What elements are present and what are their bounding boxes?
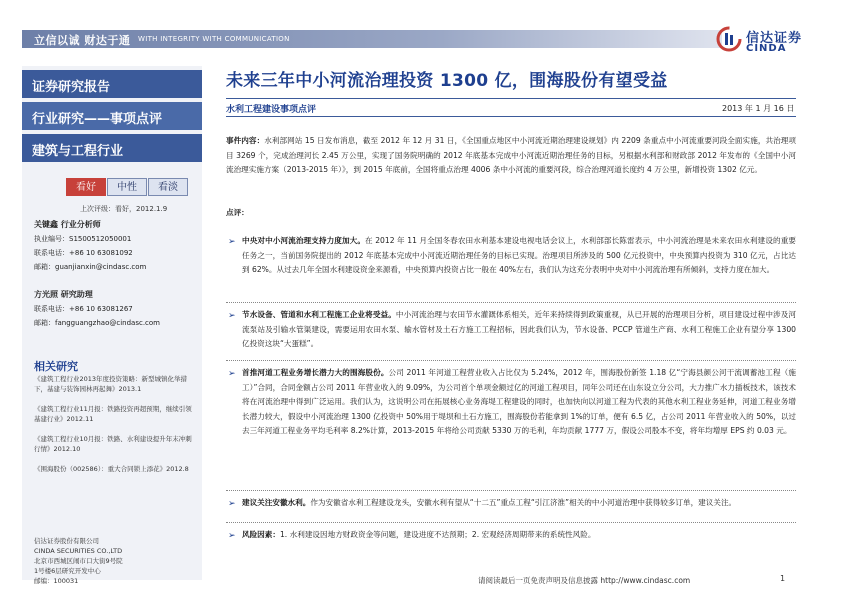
point-lead: 建议关注安徽水利。 (242, 498, 311, 507)
report-type: 证券研究报告 (22, 70, 202, 98)
point-text: 在 2012 年 11 月全国冬春农田水利基本建设电视电话会议上，水利部部长陈雷表示，中小河流治理是未来农田水利建设的重要任务之一，当前国务院提出的 2012 年底基本完成中小河流近期治理任务的目标已实现。治理项目所涉及的 500 亿元投资中，中央预算内投资为 310 亿元，占比达到 62%。从过去几年全国水利建设资金来源看，中央预算内投资占比一般在 40%左右，我们认为这充分表明中央对中小河流治理有所倾斜，支持力度在加大。 (242, 236, 797, 274)
analyst-2-name: 方光照 研究助理 (34, 290, 93, 299)
arrow-bullet-icon: ➢ (228, 369, 236, 379)
related-item[interactable]: 《围海股份（002586）：重大合同锁上添花》2012.8 (34, 465, 189, 473)
sidebar (22, 66, 202, 585)
point-5 (226, 528, 796, 543)
title-rule (226, 98, 796, 99)
related-item[interactable]: 《建筑工程行业2013年度投资策略：新型城镇化举措下，基建与装饰园林再起舞》2013.1 (34, 375, 188, 393)
event-label: 事件内容： (226, 136, 265, 145)
point-text: 公司 2011 年河道工程营业收入占比仅为 5.24%，2012 年，围海股份新签 1.18 亿“宁海县颜公河干流调蓄池工程（施工）”合同，合同金额占公司 2011 年营业收入的 9.09%，为公司首个单项金额过亿的河道工程项目，同年公司还在山东设立分公司，大力推广水力插板技术，该技术将在河流治理中得到广泛运用。我们认为，这说明公司在拓展核心业务海堤工程建设的同时，也加快向以河道工程为代表的其他水利工程业务延伸，河道工程业务增长潜力较大，假设中小河流治理 1300 亿投资中 50%用于堤坝和土石方施工，围海股份若能拿到 1%的订单，便有 6.5 亿，占公司 2011 年营业收入的 50%，以过去三年河道工程业务平均毛利率 8.2%计算，2013-2015 年将给公司贡献 5330 万的毛利，年均贡献 1777 万，假设公司股本不变，将年均增厚 EPS 约 0.03 元。 (242, 368, 796, 435)
subtitle-rule (226, 116, 796, 117)
industry-name: 建筑与工程行业 (22, 134, 202, 162)
point-lead: 中央对中小河流治理支持力度加大。 (242, 236, 366, 245)
analyst-2 (34, 288, 160, 330)
point-lead: 风险因素： (242, 530, 280, 539)
rating-positive: 看好 (66, 178, 106, 196)
report-subtitle: 水利工程建设事项点评 (226, 105, 317, 115)
page-number: 1 (780, 574, 786, 583)
event-paragraph (226, 134, 796, 178)
point-3 (226, 366, 796, 439)
arrow-bullet-icon: ➢ (228, 499, 236, 509)
analyst-1-phone: 联系电话：+86 10 63081092 (34, 249, 133, 257)
divider (226, 490, 796, 491)
previous-rating: 上次评级：看好，2012.1.9 (80, 205, 168, 213)
rating-scale (66, 178, 188, 196)
analyst-1 (34, 218, 146, 274)
cinda-logo (716, 26, 826, 56)
related-research-title: 相关研究 (34, 360, 78, 373)
slogan-en: WITH INTEGRITY WITH COMMUNICATION (138, 35, 290, 43)
company-address: 信达证券股份有限公司 CINDA SECURITIES CO.,LTD 北京市西城区闹市口大街9号院 1号楼6层研究开发中心 邮编：100031 (34, 537, 123, 585)
analyst-2-phone: 联系电话：+86 10 63081267 (34, 305, 133, 313)
point-lead: 节水设备、管道和水利工程施工企业将受益。 (242, 310, 396, 319)
point-text: 中小河流治理与农田节水灌溉体系相关，近年来持续得到政策重视，从已开展的治理项目分析，项目建设过程中涉及河流泵站及引输水管渠建设，需要运用农田水泵、输水管材及土石方施工工程招标，因此我们认为，节水设备、PCCP 管道生产商、水利工程施工企业有望分享 1300 亿投资这块“大蛋糕”。 (242, 310, 796, 348)
slogan: 立信以诚 财达于通 (34, 34, 131, 47)
point-text: 1. 水利建设因地方财政资金等问题，建设进度不达预期；2. 宏观经济周期带来的系统性风险。 (279, 530, 596, 539)
report-category: 行业研究——事项点评 (22, 102, 202, 130)
analyst-2-email[interactable]: 邮箱：fangguangzhao@cindasc.com (34, 319, 160, 327)
logo-en: CINDA (746, 43, 787, 54)
logo-cn: 信达证券 (746, 31, 803, 46)
arrow-bullet-icon: ➢ (228, 311, 236, 321)
point-text: 作为安徽省水利工程建设龙头，安徽水利有望从“十二五”重点工程“引江济淮”相关的中小河道治理中获得较多订单，建议关注。 (310, 498, 737, 507)
point-lead: 首推河道工程业务增长潜力大的围海股份。 (242, 368, 389, 377)
rating-negative: 看淡 (148, 178, 188, 196)
arrow-bullet-icon: ➢ (228, 237, 236, 247)
event-text: 水利部网站 15 日发布消息，截至 2012 年 12 月 31 日，《全国重点地区中小河流近期治理建设规划》内 2209 条重点中小河流重要河段全面实施，共治理项目 3269 个，完成治理河长 2.45 万公里，实现了国务院明确的 2012 年底基本完成中小河流近期治理任务的目标，另根据水利部和财政部 2012 年发布的《全国中小河流治理实施方案（2013-2015 年）》，到 2015 年底前，全国将重点治理 4006 条中小河流的重要河段，综合治理河道长度约 4 万公里，新增投资 1302 亿元。 (226, 136, 797, 174)
divider (226, 522, 796, 523)
divider (226, 360, 796, 361)
analyst-1-cert: 执业编号：S1500512050001 (34, 235, 132, 243)
point-4 (226, 496, 796, 511)
analyst-1-name: 关键鑫 行业分析师 (34, 220, 101, 229)
analyst-1-email[interactable]: 邮箱：guanjianxin@cindasc.com (34, 263, 147, 271)
cinda-logo-icon (716, 26, 742, 52)
report-title: 未来三年中小河流治理投资 1300 亿，围海股份有望受益 (226, 71, 668, 91)
related-research-list (34, 374, 194, 484)
rating-neutral: 中性 (107, 178, 147, 196)
related-item[interactable]: 《建筑工程行业10月报：铁路、水利建设提升年末冲刺行情》2012.10 (34, 435, 192, 453)
related-item[interactable]: 《建筑工程行业11月报：铁路投资再超预期，继续引领基建行业》2012.11 (34, 405, 192, 423)
comment-label: 点评： (226, 208, 249, 217)
point-2 (226, 308, 796, 352)
report-date: 2013 年 1 月 16 日 (722, 104, 795, 113)
divider (226, 302, 796, 303)
report-header (0, 0, 842, 62)
arrow-bullet-icon: ➢ (228, 531, 236, 541)
point-1 (226, 234, 796, 278)
footer-disclaimer[interactable]: 请阅读最后一页免责声明及信息披露 http://www.cindasc.com (478, 576, 691, 585)
